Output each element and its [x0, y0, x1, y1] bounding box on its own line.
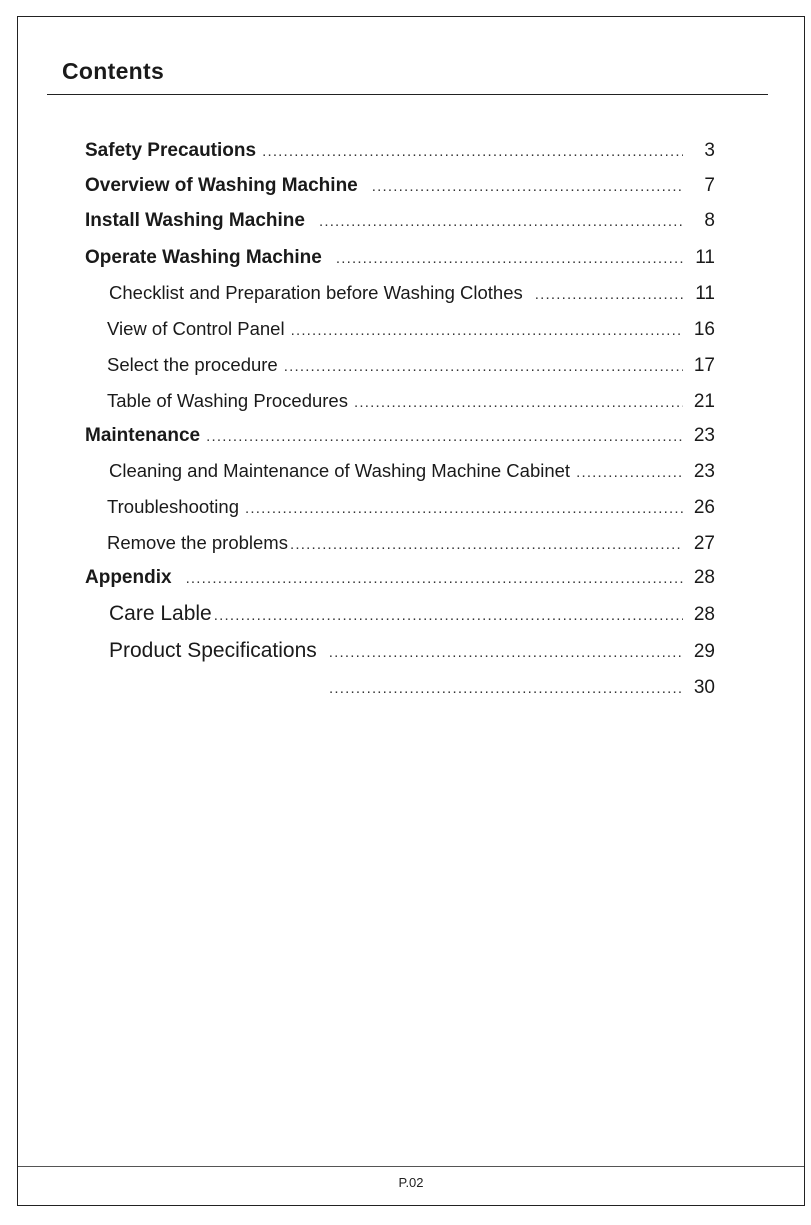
leader-dots — [262, 143, 683, 160]
toc-entry-page: 28 — [693, 604, 715, 625]
toc-entry-page: 29 — [693, 641, 715, 662]
leader-dots — [284, 358, 683, 375]
toc-entry[interactable] — [329, 677, 715, 699]
toc-entry-page: 11 — [695, 283, 715, 304]
toc-subentry[interactable] — [109, 460, 715, 483]
toc-entry-label: Safety Precautions — [85, 140, 257, 161]
toc-entry-label: Appendix — [85, 567, 172, 588]
toc-subentry[interactable] — [107, 532, 715, 555]
toc-entry-label: Table of Washing Procedures — [107, 390, 348, 411]
page-number: P.02 — [398, 1175, 424, 1190]
leader-dots — [245, 500, 683, 517]
toc-entry-label: Care Lable — [109, 602, 212, 625]
toc-entry-page: 17 — [693, 355, 715, 376]
toc-entry-label: Checklist and Preparation before Washing Clothes — [109, 282, 523, 303]
toc-subentry[interactable] — [107, 390, 715, 413]
toc-subentry[interactable] — [109, 282, 715, 305]
leader-dots — [329, 680, 683, 697]
toc-subentry[interactable] — [109, 639, 715, 663]
toc-entry-page: 7 — [704, 175, 715, 196]
toc-entry[interactable] — [85, 140, 715, 162]
toc-subentry[interactable] — [107, 318, 715, 341]
leader-dots — [576, 464, 683, 481]
toc-entry-page: 8 — [704, 210, 715, 231]
leader-dots — [354, 394, 683, 411]
toc-entry-label: Install Washing Machine — [85, 210, 305, 231]
title-divider — [47, 94, 768, 95]
toc-entry-page: 28 — [693, 567, 715, 588]
leader-dots — [372, 178, 683, 195]
toc-entry-page: 27 — [693, 533, 715, 554]
toc-entry-label: Maintenance — [85, 425, 201, 446]
toc-entry-page: 11 — [695, 247, 715, 268]
toc-entry[interactable] — [85, 210, 715, 232]
leader-dots — [336, 250, 683, 267]
toc-entry-page: 26 — [693, 497, 715, 518]
toc-entry-page: 21 — [693, 391, 715, 412]
page-title: Contents — [62, 58, 165, 84]
toc-entry-label: Select the procedure — [107, 354, 278, 375]
toc-entry-page: 16 — [693, 319, 715, 340]
toc-entry-label: Overview of Washing Machine — [85, 175, 358, 196]
leader-dots — [291, 322, 683, 339]
toc-entry-label: Troubleshooting — [107, 496, 239, 517]
toc-subentry[interactable] — [107, 354, 715, 377]
leader-dots — [214, 607, 683, 624]
toc-entry[interactable] — [85, 247, 715, 269]
toc-entry[interactable] — [85, 567, 715, 589]
leader-dots — [206, 428, 683, 445]
footer-strip — [18, 1166, 804, 1205]
toc-entry[interactable] — [85, 175, 715, 197]
leader-dots — [290, 536, 683, 553]
leader-dots — [329, 644, 683, 661]
toc-entry-label: Operate Washing Machine — [85, 247, 322, 268]
toc-entry-page: 3 — [704, 140, 715, 161]
toc-entry-page: 23 — [693, 461, 715, 482]
toc-entry-page: 30 — [693, 677, 715, 698]
toc-subentry[interactable] — [107, 496, 715, 519]
toc-entry-label: View of Control Panel — [107, 318, 285, 339]
toc-entry[interactable] — [85, 425, 715, 447]
toc-entry-label: Remove the problems — [107, 532, 288, 553]
toc-entry-label: Cleaning and Maintenance of Washing Machine Cabinet — [109, 460, 571, 481]
leader-dots — [186, 570, 683, 587]
toc-entry-page: 23 — [693, 425, 715, 446]
toc-subentry[interactable] — [109, 602, 715, 626]
toc-entry-label: Product Specifications — [109, 639, 317, 662]
leader-dots — [319, 213, 683, 230]
leader-dots — [535, 286, 683, 303]
